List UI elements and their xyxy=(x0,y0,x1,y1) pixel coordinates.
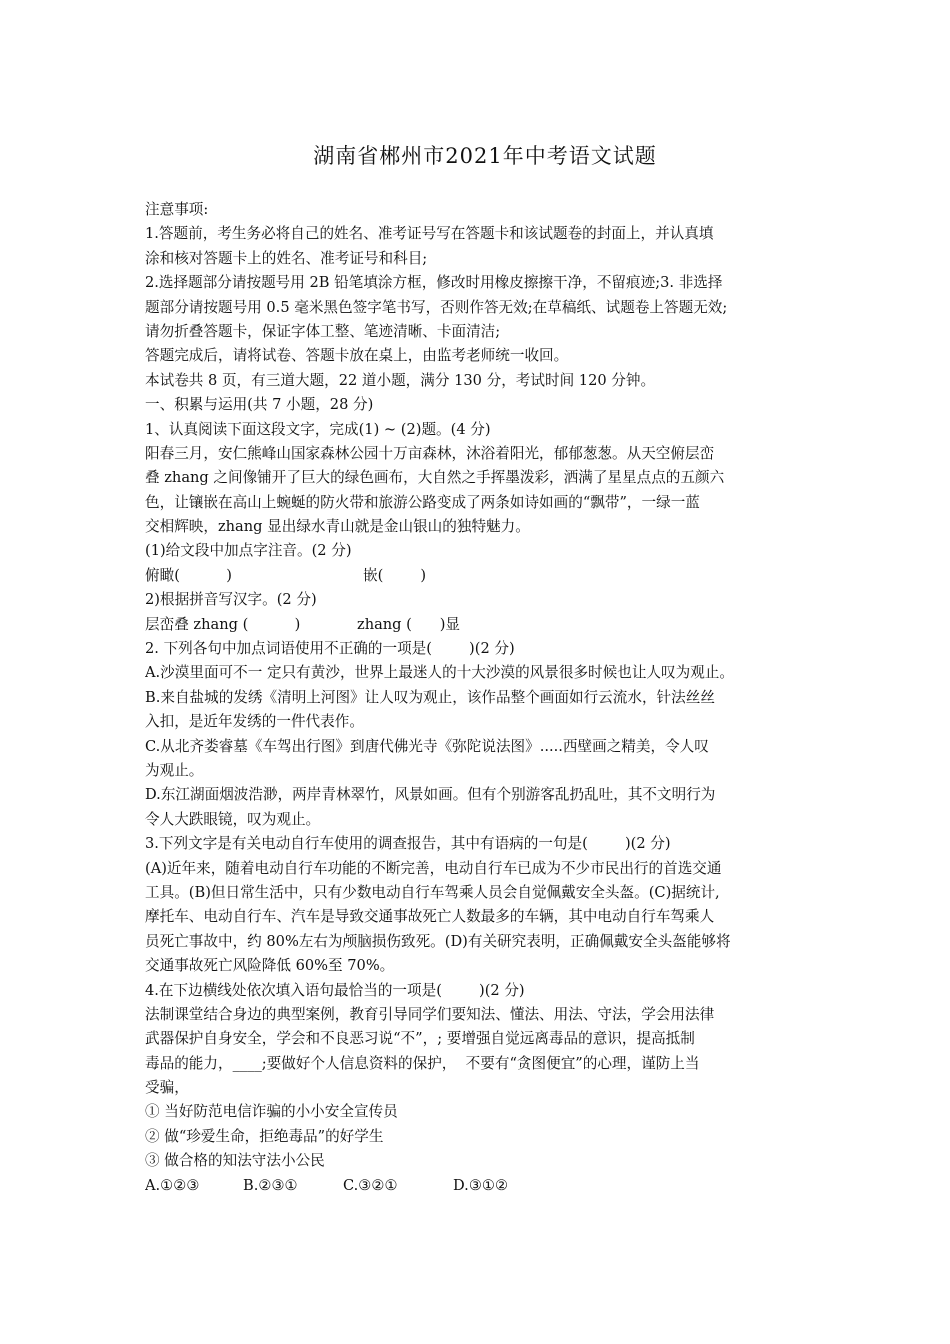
option-line: C.从北齐娄睿墓《车驾出行图》到唐代佛光寺《弥陀说法图》.....西壁画之精美，令人叹 xyxy=(145,737,709,755)
blank-zhang-1: 层峦叠 zhang ( ) xyxy=(145,615,301,633)
section-heading: 一、积累与运用(共 7 小题，28 分) xyxy=(145,396,374,414)
passage-line: 交相辉映，zhang 显出绿水青山就是金山银山的独特魅力。 xyxy=(145,518,530,536)
list-item: ① 当好防范电信诈骗的小小安全宣传员 xyxy=(145,1103,398,1121)
notice-line: 1.答题前，考生务必将自己的姓名、准考证号写在答题卡和该试题卷的封面上，并认真填 xyxy=(145,225,714,243)
option-line: D.东江湖面烟波浩渺，两岸青林翠竹，风景如画。但有个别游客乱扔乱吐，其不文明行为 xyxy=(145,786,716,804)
option-line: 为观止。 xyxy=(145,761,204,779)
option-c: C.③②① xyxy=(343,1176,398,1194)
passage-line: 叠 zhang 之间像铺开了巨大的绿色画布，大自然之手挥墨泼彩，洒满了星星点点的五颜六 xyxy=(145,469,725,487)
list-item: ② 做“珍爱生命，拒绝毒品”的好学生 xyxy=(145,1127,384,1145)
notice-line: 题部分请按题号用 0.5 毫米黑色签字笔书写，否则作答无效;在草稿纸、试题卷上答题无效; xyxy=(145,298,728,316)
passage-line: 色，让镶嵌在高山上蜿蜒的防火带和旅游公路变成了两条如诗如画的“飘带”，一绿一蓝 xyxy=(145,493,700,511)
exam-body xyxy=(145,198,825,1198)
sub-question-2: 2)根据拼音写汉字。(2 分) xyxy=(145,591,317,609)
hanzi-blanks xyxy=(145,613,825,637)
option-a: A.①②③ xyxy=(145,1176,200,1194)
notice-line: 涂和核对答题卡上的姓名、准考证号和科目; xyxy=(145,249,428,267)
notice-line: 2.选择题部分请按题号用 2B 铅笔填涂方框，修改时用橡皮擦擦干净，不留痕迹;3. 非选择 xyxy=(145,274,723,292)
option-line: 令人大跌眼镜，叹为观止。 xyxy=(145,810,321,828)
notice-heading: 注意事项: xyxy=(145,201,209,218)
sub-question-1: (1)给文段中加点字注音。(2 分) xyxy=(145,542,352,560)
passage-line: 法制课堂结合身边的典型案例，教育引导同学们要知法、懂法、用法、守法，学会用法律 xyxy=(145,1005,715,1023)
question-3-stem: 3.下列文字是有关电动自行车使用的调查报告，其中有语病的一句是( )(2 分) xyxy=(145,835,671,853)
question-4-stem: 4.在下边横线处依次填入语句最恰当的一项是( )(2 分) xyxy=(145,981,525,999)
passage-line: 毒品的能力，____;要做好个人信息资料的保护， 不要有“贪图便宜”的心理，谨防上当 xyxy=(145,1054,700,1072)
list-item: ③ 做合格的知法守法小公民 xyxy=(145,1152,325,1170)
question-2-stem: 2. 下列各句中加点词语使用不正确的一项是( )(2 分) xyxy=(145,640,515,658)
option-d: D.③①② xyxy=(453,1176,509,1194)
report-line: (A)近年来，随着电动自行车功能的不断完善，电动自行车已成为不少市民出行的首选交通 xyxy=(145,859,722,877)
notice-line: 答题完成后，请将试卷、答题卡放在桌上，由监考老师统一收回。 xyxy=(145,347,569,365)
report-line: 交通事故死亡风险降低 60%至 70%。 xyxy=(145,957,395,975)
report-line: 员死亡事故中，约 80%左右为颅脑损伤致死。(D)有关研究表明，正确佩戴安全头盔能够将 xyxy=(145,932,731,950)
notice-line: 本试卷共 8 页，有三道大题，22 道小题，满分 130 分，考试时间 120 分钟。 xyxy=(145,371,656,389)
report-line: 工具。(B)但日常生活中，只有少数电动自行车驾乘人员会自觉佩戴安全头盔。(C)据统计, xyxy=(145,883,720,901)
option-line: B.来自盐城的发绣《清明上河图》让人叹为观止，该作品整个画面如行云流水，针法丝丝 xyxy=(145,688,715,706)
option-line: A.沙漠里面可不一 定只有黄沙，世界上最迷人的十大沙漠的风景很多时候也让人叹为观止。 xyxy=(145,664,734,682)
blank-qian: 嵌( ) xyxy=(363,566,427,584)
blank-fukan: 俯瞰( ) xyxy=(145,566,232,584)
option-b: B.②③① xyxy=(243,1176,298,1194)
passage-line: 受骗， xyxy=(145,1079,189,1097)
pinyin-blanks xyxy=(145,564,825,588)
blank-zhang-2: zhang ( )显 xyxy=(357,615,460,633)
question-1-stem: 1、认真阅读下面这段文字，完成(1) ~ (2)题。(4 分) xyxy=(145,420,491,438)
page-title: 湖南省郴州市2021年中考语文试题 xyxy=(313,144,657,168)
notice-line: 请勿折叠答题卡，保证字体工整、笔迹清晰、卡面清洁; xyxy=(145,322,501,340)
passage-line: 阳春三月，安仁熊峰山国家森林公园十万亩森林，沐浴着阳光，郁郁葱葱。从天空俯层峦 xyxy=(145,444,715,462)
report-line: 摩托车、电动自行车、汽车是导致交通事故死亡人数最多的车辆，其中电动自行车驾乘人 xyxy=(145,908,715,926)
passage-line: 武器保护自身安全，学会和不良恶习说“不”，; 要增强自觉远离毒品的意识，提高抵制 xyxy=(145,1030,695,1048)
answer-options xyxy=(145,1174,825,1198)
option-line: 入扣，是近年发绣的一件代表作。 xyxy=(145,713,364,731)
